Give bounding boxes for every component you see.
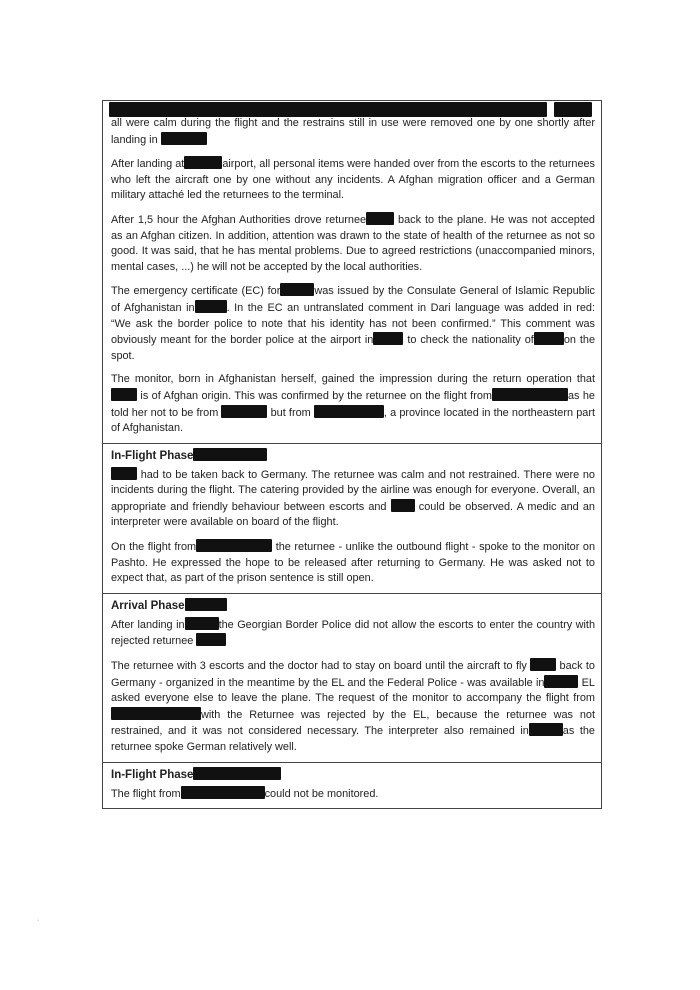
redaction [185,598,227,611]
redaction [280,283,314,296]
redaction [196,539,272,552]
section-header: In-Flight Phase [111,444,595,467]
redaction [221,405,267,418]
section-header: In-Flight Phase [111,763,595,786]
paragraph-not-monitored: The flight from could not be monitored. [111,787,379,800]
paragraph-afghan-authorities: After 1,5 hour the Afghan Authorities drove returnee back to the plane. He was not accepted as an Afghan citizen. In addition, attention was drawn to the state of health of the returnee as not so good. It was said, that he has mental problems. Due to agreed restrictions (unaccompanied minors, mental cases, ...) he will not be accepted by the local authorities. [111,213,595,273]
redaction [185,617,219,630]
redaction [529,723,563,736]
paragraph-taken-back: had to be taken back to Germany. The returnee was calm and not restrained. There were no incidents during the flight. The catering provided by the airline was enough for everyone. Overall, an appropriate and friendly behaviour between escorts and could be observed. A medic and an interpreter were available on board of the flight. [111,468,595,529]
paragraph-calm-flight: all were calm during the flight and the restrains still in use were removed one by one shortly after landing in [111,117,595,146]
redaction [161,132,207,145]
redaction [544,675,578,688]
section-in-flight-phase [103,443,601,587]
redaction [195,300,227,313]
redaction [366,212,394,225]
section-arrival-phase [103,593,601,756]
redaction [111,388,137,401]
redaction [181,786,265,799]
redaction [111,707,201,720]
redaction [111,467,137,480]
redacted-header-bar [103,101,601,116]
paragraph-stay-on-board: The returnee with 3 escorts and the doctor had to stay on board until the aircraft to fly back to Germany - organized in the meantime by the EL and the Federal Police - was available in EL asked everyone else to leave the plane. The request of the monitor to accompany the flight fromwith the Returnee was rejected by the EL, because the returnee was not restrained, and it was not considered necessary. The interpreter also remained in as the returnee spoke German relatively well. [111,660,595,753]
redaction [196,633,226,646]
redaction [391,499,415,512]
section-in-flight-phase-2 [103,762,601,803]
section-operation-details [103,101,601,437]
redaction [554,102,592,117]
paragraph-landing: After landing at airport, all personal items were handed over from the escorts to the returnees who left the aircraft one by one without any incidents. A Afghan migration officer and a German military attaché led the returnees to the terminal. [111,158,595,202]
redaction [492,388,568,401]
redaction [193,767,281,780]
redaction [530,658,556,671]
paragraph-georgian-border: After landing in the Georgian Border Police did not allow the escorts to enter the country with rejected returnee [111,618,596,648]
redaction [109,102,547,117]
redaction [193,448,267,461]
redaction [534,332,564,345]
redaction [184,156,222,169]
paragraph-emergency-certificate: The emergency certificate (EC) for was issued by the Consulate General of Islamic Republic of Afghanistan in . In the EC an untranslated comment in Dari language was added in red: “We ask the border police to note that his identity has not been confirmed.” This comment was obviously meant for the border police at the airport in to check the nationality of on the spot. [111,285,596,362]
paragraph-return-flight: On the flight from the returnee - unlike the outbound flight - spoke to the monitor on Pashto. He expressed the hope to be released after returning to Germany. He was asked not to expect that, as part of the prison sentence is still open. [111,541,596,585]
scan-speck: · [37,917,40,924]
redaction [314,405,384,418]
document-table [102,100,602,809]
section-header: Arrival Phase [111,594,595,617]
paragraph-monitor-impression: The monitor, born in Afghanistan herself, gained the impression during the return operation that is of Afghan origin. This was confirmed by the returnee on the flight from as he told her not to be from but from , a province located in the northeastern part of Afghanistan. [111,373,595,435]
redaction [373,332,403,345]
